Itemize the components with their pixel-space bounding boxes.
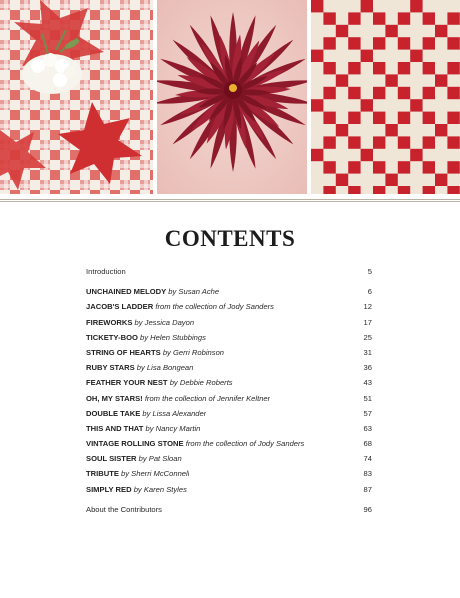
toc-entry[interactable]	[86, 502, 372, 517]
toc-page-number: 31	[363, 347, 372, 357]
toc-entry[interactable]	[86, 264, 372, 279]
toc-entry[interactable]	[86, 451, 372, 466]
toc-entry-text	[86, 502, 162, 517]
toc-page-number: 51	[363, 393, 372, 403]
toc-entry-text	[86, 466, 189, 481]
toc-entry-credit: by Karen Styles	[133, 484, 187, 494]
toc-page-number: 57	[363, 408, 372, 418]
toc-page-number: 68	[363, 439, 372, 449]
toc-page-number: 12	[363, 302, 372, 312]
toc-entry[interactable]	[86, 421, 372, 436]
toc-entry-credit: by Susan Ache	[168, 287, 220, 297]
toc-page-number: 63	[363, 423, 372, 433]
toc-entry-credit: from the collection of Jody Sanders	[185, 439, 305, 449]
toc-entry-text	[86, 406, 206, 421]
photo-patchwork-quilt	[311, 0, 460, 194]
toc-entry-text	[86, 315, 194, 330]
toc-entry-text	[86, 345, 224, 360]
toc-page-number: 87	[363, 484, 372, 494]
toc-entry[interactable]	[86, 391, 372, 406]
toc-page-number: 96	[363, 504, 372, 514]
toc-page-number: 43	[363, 378, 372, 388]
toc-entry-title: DOUBLE TAKE	[86, 408, 141, 418]
toc-entry-text	[86, 264, 126, 279]
table-of-contents	[86, 264, 372, 517]
toc-page-number: 25	[363, 332, 372, 342]
toc-entry-title: UNCHAINED MELODY	[86, 287, 167, 297]
toc-page-number: 83	[363, 469, 372, 479]
toc-entry[interactable]	[86, 436, 372, 451]
toc-entry-credit: by Jessica Dayon	[134, 317, 195, 327]
toc-entry-credit: by Gerri Robinson	[162, 347, 225, 357]
toc-entry-credit: by Sherri McConnell	[121, 469, 190, 479]
photo-strip	[0, 0, 460, 194]
photo-star-quilt	[0, 0, 153, 194]
toc-entry-text	[86, 299, 274, 314]
toc-entry[interactable]	[86, 345, 372, 360]
toc-entry-text	[86, 482, 187, 497]
toc-page-number: 36	[363, 363, 372, 373]
toc-entry[interactable]	[86, 284, 372, 299]
toc-entry-title: JACOB'S LADDER	[86, 302, 154, 312]
patchwork-quilt-image	[311, 0, 460, 194]
dahlia-image	[157, 0, 307, 194]
toc-entry-title: TRIBUTE	[86, 469, 119, 479]
toc-entry-text	[86, 330, 206, 345]
toc-entry-credit: by Pat Sloan	[138, 454, 182, 464]
toc-entry-text	[86, 421, 200, 436]
toc-entry-title: TICKETY-BOO	[86, 332, 138, 342]
toc-entry[interactable]	[86, 482, 372, 497]
toc-entry-title: FEATHER YOUR NEST	[86, 378, 168, 388]
toc-entry[interactable]	[86, 299, 372, 314]
toc-entry[interactable]	[86, 315, 372, 330]
page-title: CONTENTS	[164, 226, 296, 251]
toc-page-number: 6	[367, 287, 372, 297]
toc-entry-title: RUBY STARS	[86, 363, 135, 373]
toc-page-number: 17	[363, 317, 372, 327]
toc-entry-title: Introduction	[86, 267, 126, 276]
toc-entry-title: About the Contributors	[86, 504, 162, 514]
toc-entry-credit: from the collection of Jody Sanders	[155, 302, 274, 312]
toc-page-number: 5	[367, 267, 372, 276]
toc-entry[interactable]	[86, 466, 372, 481]
toc-entry-title: SOUL SISTER	[86, 454, 137, 464]
toc-entry-title: OH, MY STARS!	[86, 393, 143, 403]
toc-page-number: 74	[363, 454, 372, 464]
toc-entry-text	[86, 391, 270, 406]
divider-rule	[0, 199, 460, 202]
toc-entry-credit: by Helen Stubbings	[140, 332, 206, 342]
toc-entry-title: SIMPLY RED	[86, 484, 132, 494]
toc-entry[interactable]	[86, 406, 372, 421]
toc-entry-text	[86, 360, 193, 375]
toc-entry-credit: by Nancy Martin	[145, 423, 201, 433]
toc-entry-text	[86, 375, 233, 390]
toc-entry-text	[86, 436, 304, 451]
toc-entry-title: FIREWORKS	[86, 317, 133, 327]
toc-entry-text	[86, 451, 182, 466]
toc-entry[interactable]	[86, 375, 372, 390]
photo-dahlia	[157, 0, 307, 194]
toc-entry[interactable]	[86, 360, 372, 375]
toc-entry-credit: by Debbie Roberts	[169, 378, 233, 388]
star-quilt-image	[0, 0, 153, 194]
toc-entry[interactable]	[86, 330, 372, 345]
toc-entry-title: VINTAGE ROLLING STONE	[86, 439, 184, 449]
toc-entry-title: STRING OF HEARTS	[86, 347, 161, 357]
toc-entry-text	[86, 284, 219, 299]
toc-entry-title: THIS AND THAT	[86, 423, 144, 433]
toc-entry-credit: by Lissa Alexander	[142, 408, 207, 418]
toc-entry-credit: from the collection of Jennifer Keltner	[144, 393, 271, 403]
toc-entry-credit: by Lisa Bongean	[136, 363, 194, 373]
